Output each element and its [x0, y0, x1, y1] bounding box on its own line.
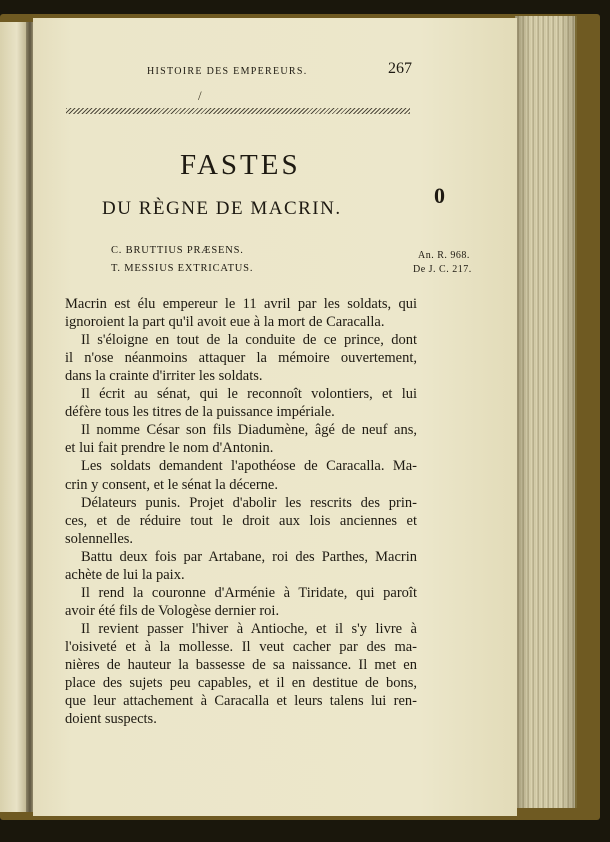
body-line: Il nomme César son fils Diadumène, âgé de neuf ans,: [81, 422, 417, 439]
body-line: dans la crainte d'irriter les soldats.: [65, 368, 263, 385]
page-number: 267: [388, 60, 412, 77]
body-line: achète de lui la paix.: [65, 566, 185, 583]
consul-line: T. MESSIUS EXTRICATUS.: [111, 263, 254, 274]
body-line: l'oisiveté et à la mollesse. Il veut cacher par des ma-: [65, 638, 417, 655]
chapter-title: FASTES: [180, 149, 301, 181]
body-line: défère tous les titres de la puissance impériale.: [65, 404, 335, 421]
body-line: il n'ose néanmoins attaquer la mémoire ouvertement,: [65, 350, 417, 367]
body-line: Il s'éloigne en tout de la conduite de ce prince, dont: [81, 332, 417, 349]
body-line: Délateurs punis. Projet d'abolir les rescrits des prin-: [81, 494, 417, 511]
ink-stamp: 0: [434, 183, 445, 208]
body-line: Macrin est élu empereur le 11 avril par les soldats, qui: [65, 296, 417, 312]
body-line: Il écrit au sénat, qui le reconnoît volontiers, et lui: [81, 386, 417, 403]
body-line: solennelles.: [65, 530, 134, 547]
body-line: Battu deux fois par Artabane, roi des Parthes, Macrin: [81, 548, 417, 565]
body-line: Il revient passer l'hiver à Antioche, et il s'y livre à: [81, 620, 417, 637]
body-line: doient suspects.: [65, 711, 157, 728]
body-line: nières de hauteur la bassesse de sa naissance. Il met en: [65, 657, 417, 673]
body-line: ces, et de réduire tout le droit aux lois anciennes et: [65, 512, 417, 529]
body-line: avoir été fils de Vologèse dernier roi.: [65, 602, 280, 619]
body-line: place des sujets peu capables, et il en destitue de bons,: [65, 675, 417, 692]
left-page-edge: [0, 22, 28, 812]
body-line: et lui fait prendre le nom d'Antonin.: [65, 440, 274, 457]
running-title: HISTOIRE DES EMPEREURS.: [147, 66, 308, 77]
margin-year-christ: De J. C. 217.: [413, 264, 472, 275]
margin-year-rome: An. R. 968.: [418, 250, 470, 261]
body-line: que leur attachement à Caracalla et leurs talens lui ren-: [65, 693, 417, 710]
body-line: Il rend la couronne d'Arménie à Tiridate, qui paroît: [81, 584, 417, 601]
body-line: crin y consent, et le sénat la décerne.: [65, 476, 278, 493]
pencil-mark: /: [198, 88, 202, 103]
page-block-shade: [515, 16, 575, 808]
chapter-subtitle: DU RÈGNE DE MACRIN.: [102, 198, 342, 219]
consul-line: C. BRUTTIUS PRÆSENS.: [111, 245, 244, 256]
ornamental-rule: [66, 108, 410, 114]
body-line: Les soldats demandent l'apothéose de Caracalla. Ma-: [81, 458, 417, 475]
body-line: ignoroient la part qu'il avoit eue à la mort de Caracalla.: [65, 314, 385, 331]
